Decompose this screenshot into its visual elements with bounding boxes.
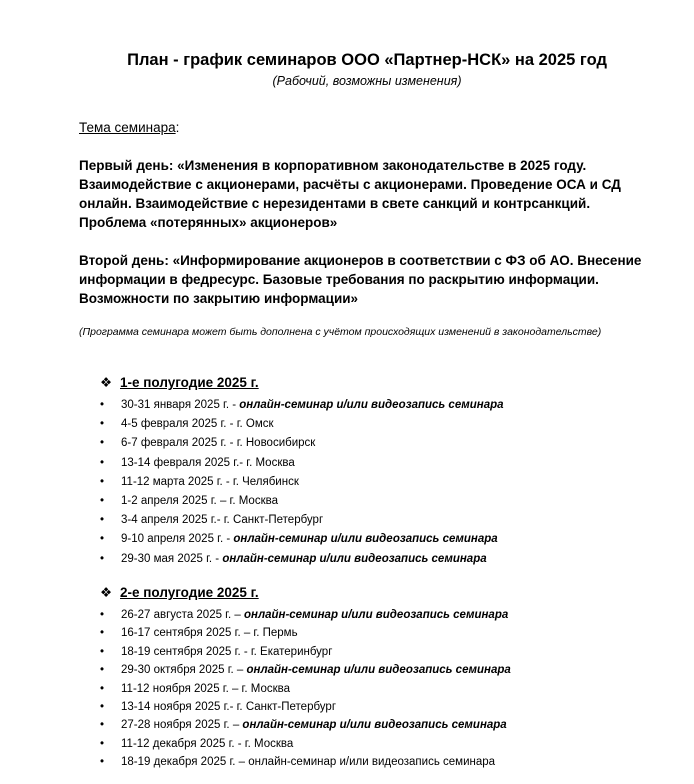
schedule-format: онлайн-семинар и/или видеозапись семинара <box>242 719 507 732</box>
schedule-date-location: 1-2 апреля 2025 г. – г. Москва <box>121 494 278 507</box>
bullet-icon: • <box>100 552 105 565</box>
second-half-heading <box>100 585 259 601</box>
schedule-date-location: 30-31 января 2025 г. - <box>121 399 240 411</box>
schedule-item <box>100 643 511 661</box>
page-title: План - график семинаров ООО «Партнер-НСК» на 2025 год <box>127 51 607 69</box>
day-one-description: Первый день: «Изменения в корпоративном законодательстве в 2025 году. Взаимодействие с акционерами, расчёты с акционерами. Проведение ОСА и СД онлайн. Взаимодействие с нерезидентами в свете санкций и контрсанкций. Проблема «потерянных» акционеров» <box>79 158 621 230</box>
schedule-item <box>100 606 511 624</box>
schedule-item <box>100 680 511 698</box>
bullet-icon: • <box>100 627 105 640</box>
schedule-item <box>100 396 504 415</box>
bullet-icon: • <box>100 700 105 713</box>
schedule-date-location: 26-27 августа 2025 г. – <box>121 609 244 621</box>
schedule-date-location: 3-4 апреля 2025 г.- г. Санкт-Петербург <box>121 514 324 527</box>
bullet-icon: • <box>100 514 105 527</box>
schedule-date-location: 18-19 декабря 2025 г. – онлайн-семинар и/или видеозапись семинара <box>121 756 496 769</box>
topic-label-row <box>79 120 179 135</box>
bullet-icon: • <box>100 494 105 507</box>
bullet-icon: • <box>100 456 105 469</box>
schedule-format: онлайн-семинар и/или видеозапись семинара <box>243 609 509 621</box>
bullet-icon: • <box>100 437 105 450</box>
schedule-date-location: 11-12 марта 2025 г. - г. Челябинск <box>121 475 299 488</box>
schedule-item <box>100 473 504 492</box>
program-note: (Программа семинара может быть дополнена с учётом происходящих изменений в законодательстве) <box>79 326 602 338</box>
schedule-item <box>100 735 511 753</box>
schedule-item <box>100 716 511 734</box>
bullet-icon: • <box>100 475 105 488</box>
diamond-bullet-icon: ❖ <box>100 375 113 390</box>
second-half-heading-text: 2-е полугодие 2025 г. <box>120 585 259 600</box>
schedule-date-location: 4-5 февраля 2025 г. - г. Омск <box>121 418 274 431</box>
bullet-icon: • <box>100 645 105 658</box>
bullet-icon: • <box>100 719 105 732</box>
schedule-format: онлайн-семинар и/или видеозапись семинара <box>239 399 504 411</box>
schedule-item <box>100 530 504 549</box>
schedule-item <box>100 434 504 453</box>
diamond-bullet-icon: ❖ <box>100 585 113 600</box>
schedule-item <box>100 550 504 569</box>
topic-colon: : <box>175 120 180 135</box>
bullet-icon: • <box>100 664 105 677</box>
topic-label: Тема семинара <box>79 120 176 135</box>
bullet-icon: • <box>100 737 105 750</box>
page-subtitle: (Рабочий, возможны изменения) <box>272 74 462 88</box>
schedule-date-location: 13-14 февраля 2025 г.- г. Москва <box>121 456 295 469</box>
schedule-item <box>100 698 511 716</box>
bullet-icon: • <box>100 418 105 431</box>
first-half-heading <box>100 375 259 391</box>
schedule-date-location: 11-12 ноября 2025 г. – г. Москва <box>121 682 290 695</box>
schedule-item <box>100 511 504 530</box>
schedule-date-location: 9-10 апреля 2025 г. - <box>121 533 234 546</box>
schedule-format: онлайн-семинар и/или видеозапись семинара <box>246 664 511 677</box>
schedule-date-location: 27-28 ноября 2025 г. – <box>121 719 243 732</box>
first-half-schedule-list <box>100 396 504 569</box>
bullet-icon: • <box>100 756 105 769</box>
day-two-description: Второй день: «Информирование акционеров в соответствии с ФЗ об АО. Внесение информации в федресурс. Базовые требования по раскрытию информации. Возможности по закрытию информации» <box>79 253 642 306</box>
schedule-date-location: 29-30 мая 2025 г. - <box>121 552 223 565</box>
bullet-icon: • <box>100 682 105 695</box>
schedule-item <box>100 661 511 679</box>
schedule-format: онлайн-семинар и/или видеозапись семинара <box>222 552 487 565</box>
bullet-icon: • <box>100 609 105 621</box>
schedule-item <box>100 624 511 642</box>
schedule-item <box>100 492 504 511</box>
schedule-format: онлайн-семинар и/или видеозапись семинара <box>233 533 498 546</box>
schedule-item <box>100 753 511 771</box>
second-half-schedule-list <box>100 606 511 772</box>
schedule-date-location: 11-12 декабря 2025 г. - г. Москва <box>121 737 294 750</box>
schedule-date-location: 18-19 сентября 2025 г. - г. Екатеринбург <box>121 645 333 658</box>
schedule-date-location: 6-7 февраля 2025 г. - г. Новосибирск <box>121 437 316 450</box>
schedule-date-location: 29-30 октября 2025 г. – <box>121 664 247 677</box>
schedule-date-location: 16-17 сентября 2025 г. – г. Пермь <box>121 627 298 640</box>
first-half-heading-text: 1-е полугодие 2025 г. <box>120 375 259 390</box>
schedule-item <box>100 454 504 473</box>
schedule-item <box>100 415 504 434</box>
schedule-date-location: 13-14 ноября 2025 г.- г. Санкт-Петербург <box>121 700 337 713</box>
bullet-icon: • <box>100 533 105 546</box>
bullet-icon: • <box>100 399 105 411</box>
